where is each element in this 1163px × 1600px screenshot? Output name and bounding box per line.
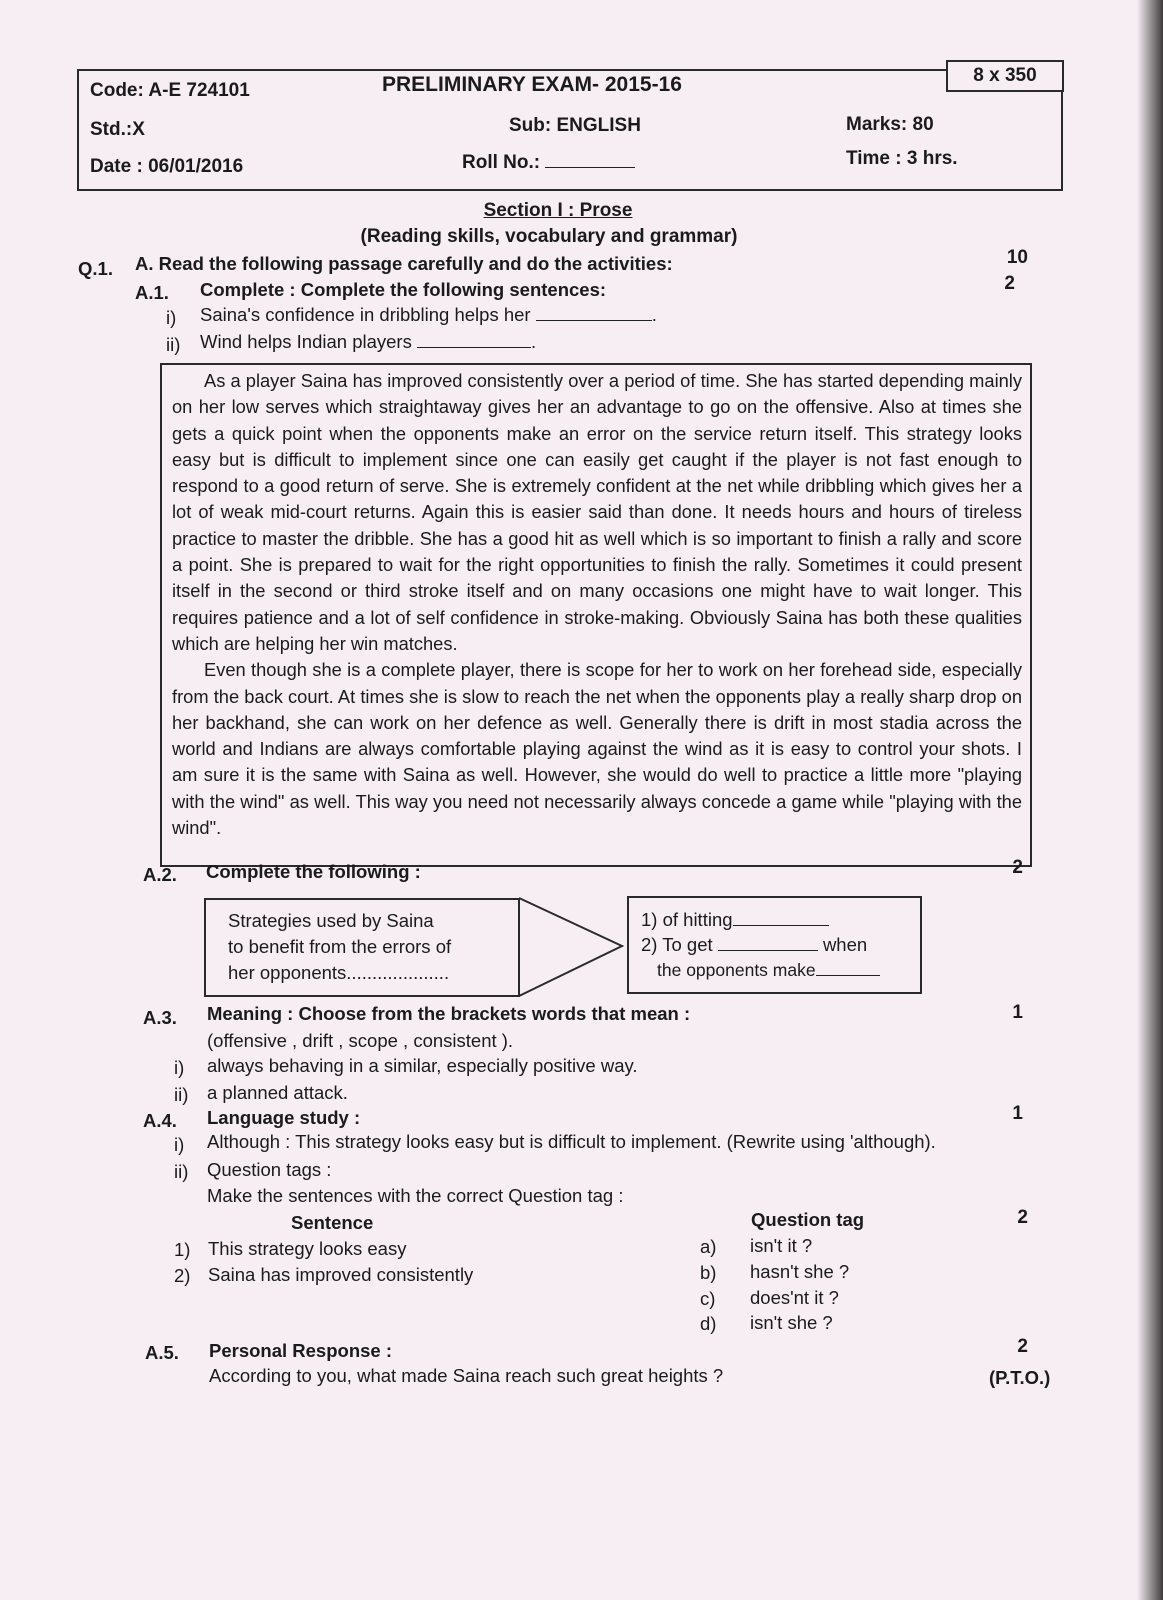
- exam-date: Date : 06/01/2016: [90, 156, 244, 177]
- a4-ii-num: ii): [174, 1161, 189, 1182]
- a1-marks: 2: [1004, 273, 1015, 294]
- sentence-text: This strategy looks easy: [208, 1238, 407, 1259]
- exam-title: PRELIMINARY EXAM- 2015-16: [382, 73, 682, 96]
- a4-instruction: Make the sentences with the correct Question tag :: [207, 1185, 624, 1206]
- question-marks: 10: [1006, 247, 1028, 268]
- sentence-num: 1): [174, 1239, 191, 1260]
- a4-number: A.4.: [143, 1110, 177, 1131]
- tag-text: isn't it ?: [750, 1235, 813, 1256]
- a3-marks: 1: [1012, 1002, 1023, 1023]
- tag-text: isn't she ?: [750, 1312, 833, 1333]
- sentence-column-header: Sentence: [291, 1212, 374, 1233]
- answer-blank: [536, 320, 652, 321]
- strategies-line: to benefit from the errors of: [228, 936, 452, 957]
- a5-marks: 2: [1017, 1336, 1028, 1357]
- arrow-connector-icon: [517, 896, 629, 998]
- a1-item: Saina's confidence in dribbling helps her .: [200, 304, 657, 325]
- page-edge-shadow: [1137, 0, 1163, 1600]
- total-marks: Marks: 80: [846, 114, 934, 135]
- question-tag-marks: 2: [1017, 1207, 1028, 1228]
- a1-item: Wind helps Indian players .: [200, 331, 537, 352]
- a3-item-num: i): [174, 1057, 185, 1078]
- a4-title: Language study :: [207, 1107, 361, 1128]
- a4-ii-text: Question tags :: [207, 1159, 332, 1180]
- a1-number: A.1.: [135, 282, 169, 303]
- standard: Std.:X: [90, 119, 145, 140]
- a3-item: a planned attack.: [207, 1082, 348, 1103]
- a3-item: always behaving in a similar, especially positive way.: [207, 1055, 638, 1076]
- a5-number: A.5.: [145, 1342, 179, 1363]
- answer-line-1: 1) of hitting: [641, 909, 829, 931]
- tag-num: d): [700, 1313, 717, 1334]
- exam-code: Code: A-E 724101: [90, 80, 250, 101]
- a3-item-num: ii): [174, 1084, 189, 1105]
- tag-num: c): [700, 1288, 716, 1309]
- exam-duration: Time : 3 hrs.: [846, 148, 958, 169]
- a4-marks: 1: [1012, 1103, 1023, 1124]
- a3-number: A.3.: [143, 1007, 177, 1028]
- sentence-text: Saina has improved consistently: [208, 1264, 474, 1285]
- passage-paragraph-2: Even though she is a complete player, there is scope for her to work on her forehead side, especially from the back court. At times she is slow to reach the net when the opponents play a really sharp drop on her backhand, she can work on her defence as well. Generally there is drift in most stadia across the world and Indians are always comfortable playing against the wind as it is easy to control your shots. I am sure it is the same with Saina as well. However, she would do well to practice a little more "playing with the wind" as well. This way you need not necessarily always concede a game while "playing with the wind".: [172, 659, 1022, 839]
- a5-question: According to you, what made Saina reach such great heights ?: [209, 1365, 724, 1386]
- roll-number-label: Roll No.:: [462, 152, 635, 174]
- a2-number: A.2.: [143, 864, 177, 885]
- strategies-box: [204, 898, 520, 997]
- please-turn-over: (P.T.O.): [989, 1367, 1051, 1388]
- question-number: Q.1.: [78, 258, 113, 279]
- a2-title: Complete the following :: [206, 861, 421, 882]
- section-subtitle: (Reading skills, vocabulary and grammar): [360, 226, 738, 247]
- tag-text: hasn't she ?: [750, 1261, 850, 1282]
- a3-options: (offensive , drift , scope , consistent ).: [207, 1030, 514, 1051]
- answer-line-3: the opponents make: [657, 960, 880, 981]
- a1-item-num: i): [166, 307, 177, 328]
- a1-title: Complete : Complete the following sentences:: [200, 279, 607, 300]
- strategies-line: her opponents....................: [228, 962, 450, 983]
- print-count-box: 8 x 350: [946, 60, 1064, 92]
- tag-num: a): [700, 1236, 717, 1257]
- a1-item-num: ii): [166, 334, 181, 355]
- a3-title: Meaning : Choose from the brackets words that mean :: [207, 1003, 691, 1024]
- a2-marks: 2: [1012, 857, 1023, 878]
- question-label: A. Read the following passage carefully and do the activities:: [135, 253, 673, 274]
- subject: Sub: ENGLISH: [509, 115, 641, 136]
- a5-title: Personal Response :: [209, 1340, 393, 1361]
- section-title: Section I : Prose: [483, 200, 633, 221]
- strategies-line: Strategies used by Saina: [228, 910, 434, 931]
- answer-blank: [733, 925, 829, 926]
- passage-paragraph-1: As a player Saina has improved consistently over a period of time. She has started depending mainly on her low serves which straightaway gives her an advantage to go on the offensive. Also at times she gets a quick point when the opponents make an error on the service return itself. This strategy looks easy but is difficult to implement since one can easily get caught if the player is not fast enough to respond to a good return of serve. She is extremely confident at the net while dribbling which gives her a lot of weak mid-court returns. Again this is easier said than done. It needs hours and hours of tireless practice to master the dribble. She has a good hit as well which is so important to finish a rally and score a point. She is prepared to wait for the right opportunities to finish the rally. Sometimes it could present itself in the second or third stroke itself and on many occasions one might have to wait longer. This requires patience and a lot of self confidence in stroke-making. Obviously Saina has both these qualities which are helping her win matches.: [172, 370, 1022, 654]
- a4-i-text: Although : This strategy looks easy but is difficult to implement. (Rewrite using 'although).: [207, 1131, 936, 1152]
- answers-box: [627, 896, 922, 994]
- answer-line-2: 2) To get when: [641, 934, 868, 955]
- tag-text: does'nt it ?: [750, 1287, 839, 1308]
- sentence-num: 2): [174, 1265, 191, 1286]
- answer-blank: [718, 950, 818, 951]
- answer-blank: [417, 347, 531, 348]
- question-tag-column-header: Question tag: [751, 1209, 865, 1230]
- reading-passage-box: [160, 363, 1032, 867]
- answer-blank: [816, 975, 880, 976]
- a4-i-num: i): [174, 1134, 185, 1155]
- tag-num: b): [700, 1262, 717, 1283]
- roll-number-blank: [545, 167, 635, 168]
